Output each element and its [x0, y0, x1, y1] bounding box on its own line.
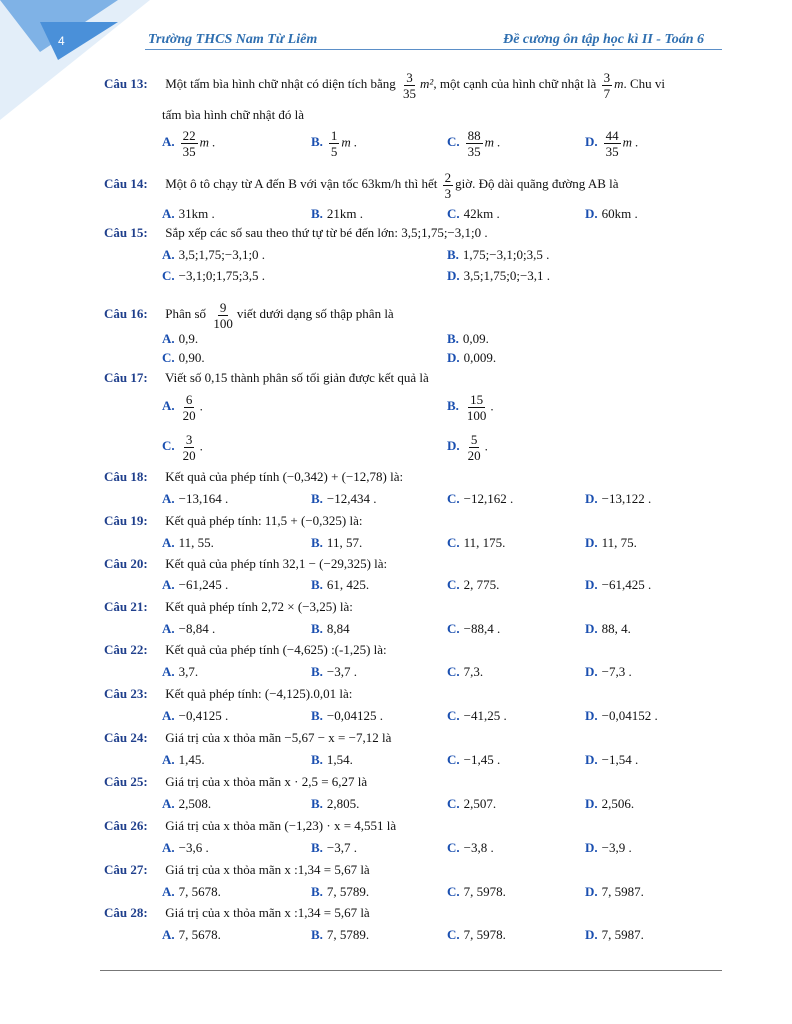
- option-b[interactable]: B. 7, 5789.: [311, 884, 370, 899]
- option-d[interactable]: D. 3,5;1,75;0;−3,1 .: [447, 268, 551, 283]
- option-b[interactable]: B. 21km .: [311, 206, 364, 221]
- option-d[interactable]: D. −61,425 .: [585, 577, 652, 592]
- question-stem: Viết số 0,15 thành phân số tối giản được kết quả là: [165, 370, 429, 385]
- question-27: [104, 862, 370, 878]
- question-16: [104, 300, 394, 331]
- option-c[interactable]: C. −3,8 .: [447, 840, 494, 855]
- option-a[interactable]: A. −3,6 .: [162, 840, 209, 855]
- question-stem: Giá trị của x thỏa mãn x :1,34 = 5,67 là: [165, 862, 370, 877]
- option-d[interactable]: D. 7, 5987.: [585, 884, 644, 899]
- question-20: [104, 556, 387, 572]
- question-stem-continued: tấm bìa hình chữ nhật đó là: [162, 107, 305, 122]
- question-label: Câu 20:: [104, 556, 148, 571]
- question-stem: Kết quả phép tính: 11,5 + (−0,325) là:: [165, 513, 363, 528]
- option-a[interactable]: A. 3,5;1,75;−3,1;0 .: [162, 247, 266, 262]
- question-19: [104, 513, 362, 529]
- question-label: Câu 15:: [104, 225, 148, 240]
- option-c[interactable]: C. −12,162 .: [447, 491, 514, 506]
- option-c[interactable]: C. $\frac{3}{20}$ .: [162, 432, 203, 463]
- option-b[interactable]: B. 2,805.: [311, 796, 360, 811]
- question-stem: Giá trị của x thỏa mãn (−1,23) · x = 4,551 là: [165, 818, 397, 833]
- option-b[interactable]: B. −12,434 .: [311, 491, 377, 506]
- option-b[interactable]: B. 0,09.: [447, 331, 489, 346]
- option-b[interactable]: B. −3,7 .: [311, 664, 358, 679]
- option-a[interactable]: A. 0,9.: [162, 331, 199, 346]
- option-c[interactable]: C. 7,3.: [447, 664, 484, 679]
- question-stem: Một ô tô chạy từ A đến B với vận tốc 63km/h thì hết $\frac{2}{3}$ giờ. Độ dài quãng đường AB là: [165, 170, 619, 201]
- option-a[interactable]: A. 31km .: [162, 206, 215, 221]
- option-b[interactable]: B. −0,04125 .: [311, 708, 384, 723]
- option-a[interactable]: A. −0,4125 .: [162, 708, 229, 723]
- corner-decoration: [0, 0, 150, 120]
- option-d[interactable]: D. $\frac{44}{35}$ m .: [585, 128, 639, 159]
- option-c[interactable]: C. 2, 775.: [447, 577, 500, 592]
- option-c[interactable]: C. −88,4 .: [447, 621, 501, 636]
- option-d[interactable]: D. 11, 75.: [585, 535, 637, 550]
- question-stem: Kết quả phép tính 2,72 × (−3,25) là:: [165, 599, 353, 614]
- question-label: Câu 17:: [104, 370, 148, 385]
- option-c[interactable]: C. 7, 5978.: [447, 927, 506, 942]
- option-d[interactable]: D. 2,506.: [585, 796, 635, 811]
- option-d[interactable]: D. $\frac{5}{20}$ .: [447, 432, 488, 463]
- option-d[interactable]: D. −7,3 .: [585, 664, 632, 679]
- question-24: [104, 730, 391, 746]
- option-a[interactable]: A. 3,7.: [162, 664, 199, 679]
- question-label: Câu 13:: [104, 76, 148, 92]
- option-a[interactable]: A. 7, 5678.: [162, 927, 221, 942]
- option-a[interactable]: A. −61,245 .: [162, 577, 229, 592]
- option-d[interactable]: D. −3,9 .: [585, 840, 632, 855]
- question-25: [104, 774, 367, 790]
- question-stem: Phân số $\frac{9}{100}$ viết dưới dạng số thập phân là: [165, 300, 394, 331]
- question-stem: Giá trị của x thỏa mãn −5,67 − x = −7,12 là: [165, 730, 392, 745]
- question-14: [104, 170, 619, 201]
- option-c[interactable]: C. −41,25 .: [447, 708, 507, 723]
- option-d[interactable]: D. −0,04152 .: [585, 708, 658, 723]
- question-label: Câu 14:: [104, 176, 148, 192]
- school-name: Trường THCS Nam Từ Liêm: [148, 32, 318, 47]
- option-c[interactable]: C. $\frac{88}{35}$ m .: [447, 128, 501, 159]
- option-c[interactable]: C. 2,507.: [447, 796, 497, 811]
- header-divider: [145, 49, 722, 50]
- option-d[interactable]: D. 7, 5987.: [585, 927, 644, 942]
- question-label: Câu 24:: [104, 730, 148, 745]
- option-c[interactable]: C. 11, 175.: [447, 535, 506, 550]
- question-stem: Sắp xếp các số sau theo thứ tự từ bé đến lớn: 3,5;1,75;−3,1;0 .: [165, 225, 488, 240]
- option-a[interactable]: A. 2,508.: [162, 796, 212, 811]
- question-22: [104, 642, 387, 658]
- page-number: 4: [58, 34, 65, 48]
- option-c[interactable]: C. −3,1;0;1,75;3,5 .: [162, 268, 266, 283]
- question-28: [104, 905, 370, 921]
- question-label: Câu 27:: [104, 862, 148, 877]
- option-d[interactable]: D. 60km .: [585, 206, 638, 221]
- option-c[interactable]: C. −1,45 .: [447, 752, 501, 767]
- question-21: [104, 599, 353, 615]
- option-d[interactable]: D. 0,009.: [447, 350, 497, 365]
- question-13: [104, 70, 665, 101]
- option-d[interactable]: D. 88, 4.: [585, 621, 631, 636]
- question-17: [104, 370, 429, 386]
- option-a[interactable]: A. 1,45.: [162, 752, 205, 767]
- option-b[interactable]: B. 1,54.: [311, 752, 353, 767]
- question-26: [104, 818, 396, 834]
- option-a[interactable]: A. 11, 55.: [162, 535, 214, 550]
- option-d[interactable]: D. −13,122 .: [585, 491, 652, 506]
- option-b[interactable]: B. 7, 5789.: [311, 927, 370, 942]
- question-label: Câu 26:: [104, 818, 148, 833]
- question-18: [104, 469, 403, 485]
- question-label: Câu 28:: [104, 905, 148, 920]
- option-b[interactable]: B. 11, 57.: [311, 535, 363, 550]
- question-label: Câu 22:: [104, 642, 148, 657]
- option-d[interactable]: D. −1,54 .: [585, 752, 639, 767]
- footer-divider: [100, 970, 722, 971]
- question-stem: Một tấm bìa hình chữ nhật có diện tích bằng $\frac{3}{35}$ m², một cạnh của hình chữ nhật là $\frac{3}{7}$ m. Chu vi: [165, 70, 666, 101]
- option-a[interactable]: A. −8,84 .: [162, 621, 216, 636]
- option-b[interactable]: B. 1,75;−3,1;0;3,5 .: [447, 247, 550, 262]
- option-c[interactable]: C. 7, 5978.: [447, 884, 506, 899]
- question-stem: Kết quả của phép tính (−4,625) :(-1,25) là:: [165, 642, 387, 657]
- question-label: Câu 25:: [104, 774, 148, 789]
- option-a[interactable]: A. −13,164 .: [162, 491, 229, 506]
- option-a[interactable]: A. $\frac{22}{35}$ m .: [162, 128, 216, 159]
- question-label: Câu 16:: [104, 306, 148, 322]
- document-title: Đề cương ôn tập học kì II - Toán 6: [503, 32, 704, 47]
- question-stem: Kết quả của phép tính 32,1 − (−29,325) là:: [165, 556, 388, 571]
- option-a[interactable]: A. $\frac{6}{20}$ .: [162, 392, 203, 423]
- question-stem: Giá trị của x thỏa mãn x :1,34 = 5,67 là: [165, 905, 370, 920]
- option-c[interactable]: C. 42km .: [447, 206, 500, 221]
- option-b[interactable]: B. 8,84: [311, 621, 350, 636]
- question-label: Câu 19:: [104, 513, 148, 528]
- option-b[interactable]: B. $\frac{15}{100}$ .: [447, 392, 494, 423]
- question-stem: Kết quả phép tính: (−4,125).0,01 là:: [165, 686, 353, 701]
- option-a[interactable]: A. 7, 5678.: [162, 884, 221, 899]
- question-label: Câu 18:: [104, 469, 148, 484]
- option-c[interactable]: C. 0,90.: [162, 350, 205, 365]
- question-label: Câu 23:: [104, 686, 148, 701]
- question-15: [104, 225, 488, 241]
- question-label: Câu 21:: [104, 599, 148, 614]
- option-b[interactable]: B. −3,7 .: [311, 840, 358, 855]
- option-b[interactable]: B. $\frac{1}{5}$ m .: [311, 128, 358, 159]
- question-23: [104, 686, 352, 702]
- question-stem: Kết quả của phép tính (−0,342) + (−12,78) là:: [165, 469, 404, 484]
- question-stem: Giá trị của x thỏa mãn x · 2,5 = 6,27 là: [165, 774, 368, 789]
- option-b[interactable]: B. 61, 425.: [311, 577, 370, 592]
